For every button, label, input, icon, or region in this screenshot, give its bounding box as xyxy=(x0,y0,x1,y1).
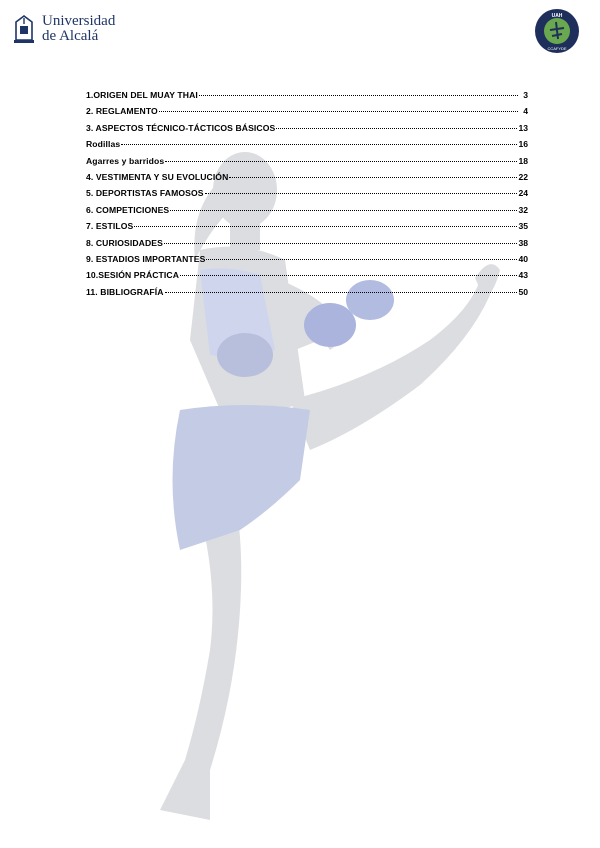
toc-entry-title: 5. DEPORTISTAS FAMOSOS xyxy=(86,188,204,199)
toc-entry[interactable] xyxy=(86,188,528,204)
toc-entry-title: 1.ORIGEN DEL MUAY THAI xyxy=(86,90,198,100)
toc-entry[interactable] xyxy=(86,156,528,172)
toc-entry-page: 32 xyxy=(518,204,528,215)
toc-dot-leader xyxy=(165,292,518,293)
toc-entry[interactable] xyxy=(86,254,528,270)
toc-entry[interactable] xyxy=(86,238,528,254)
toc-dot-leader xyxy=(205,193,518,194)
toc-dot-leader xyxy=(199,95,518,96)
toc-entry[interactable] xyxy=(86,287,528,303)
toc-entry-page: 50 xyxy=(518,286,528,297)
toc-entry[interactable] xyxy=(86,106,528,122)
toc-entry-title: 9. ESTADIOS IMPORTANTES xyxy=(86,253,206,264)
club-logo-top-text: UAH xyxy=(551,13,563,19)
university-name-line2: de Alcalá xyxy=(42,28,99,44)
table-of-contents xyxy=(86,90,528,303)
toc-entry[interactable] xyxy=(86,172,528,188)
toc-entry[interactable] xyxy=(86,270,528,286)
toc-entry-page: 18 xyxy=(518,155,528,166)
toc-entry-page: 16 xyxy=(518,139,528,150)
toc-entry-title: 7. ESTILOS xyxy=(86,221,134,232)
toc-dot-leader xyxy=(276,128,517,129)
toc-entry-page: 35 xyxy=(518,221,528,232)
toc-dot-leader xyxy=(229,177,517,178)
universidad-de-alcala-logo xyxy=(12,14,115,46)
toc-entry[interactable] xyxy=(86,221,528,237)
toc-entry-page: 4 xyxy=(523,106,528,117)
toc-entry[interactable] xyxy=(86,139,528,155)
toc-dot-leader xyxy=(170,210,517,211)
toc-entry-page: 3 xyxy=(523,90,528,100)
toc-entry-title: 11. BIBLIOGRAFÍA xyxy=(86,286,164,297)
toc-entry-title: Agarres y barridos xyxy=(86,155,165,166)
toc-entry-title: Rodillas xyxy=(86,139,121,150)
toc-entry-page: 43 xyxy=(518,270,528,281)
toc-entry-title: 10.SESIÓN PRÁCTICA xyxy=(86,270,180,281)
toc-entry-title: 2. REGLAMENTO xyxy=(86,106,158,117)
toc-dot-leader xyxy=(164,243,517,244)
toc-dot-leader xyxy=(121,144,517,145)
toc-dot-leader xyxy=(159,111,518,112)
toc-dot-leader xyxy=(206,259,517,260)
club-logo-bottom-text: CCAFYDE xyxy=(547,46,567,51)
toc-entry[interactable] xyxy=(86,90,528,106)
toc-dot-leader xyxy=(180,275,517,276)
toc-entry-page: 22 xyxy=(518,171,528,182)
university-name xyxy=(42,14,115,44)
toc-entry-title: 4. VESTIMENTA Y SU EVOLUCIÓN xyxy=(86,171,229,182)
university-name-line1: Universidad xyxy=(42,13,116,29)
toc-entry-title: 3. ASPECTOS TÉCNICO-TÁCTICOS BÁSICOS xyxy=(86,122,276,133)
toc-entry-page: 38 xyxy=(518,237,528,248)
toc-entry-page: 40 xyxy=(518,253,528,264)
toc-entry-page: 13 xyxy=(518,122,528,133)
toc-entry[interactable] xyxy=(86,205,528,221)
toc-entry-title: 6. COMPETICIONES xyxy=(86,204,170,215)
toc-dot-leader xyxy=(165,161,517,162)
toc-entry-page: 24 xyxy=(518,188,528,199)
club-logo-badge xyxy=(534,8,580,54)
university-crest-icon xyxy=(12,14,36,46)
toc-entry-title: 8. CURIOSIDADES xyxy=(86,237,163,248)
toc-dot-leader xyxy=(134,226,517,227)
toc-entry[interactable] xyxy=(86,123,528,139)
